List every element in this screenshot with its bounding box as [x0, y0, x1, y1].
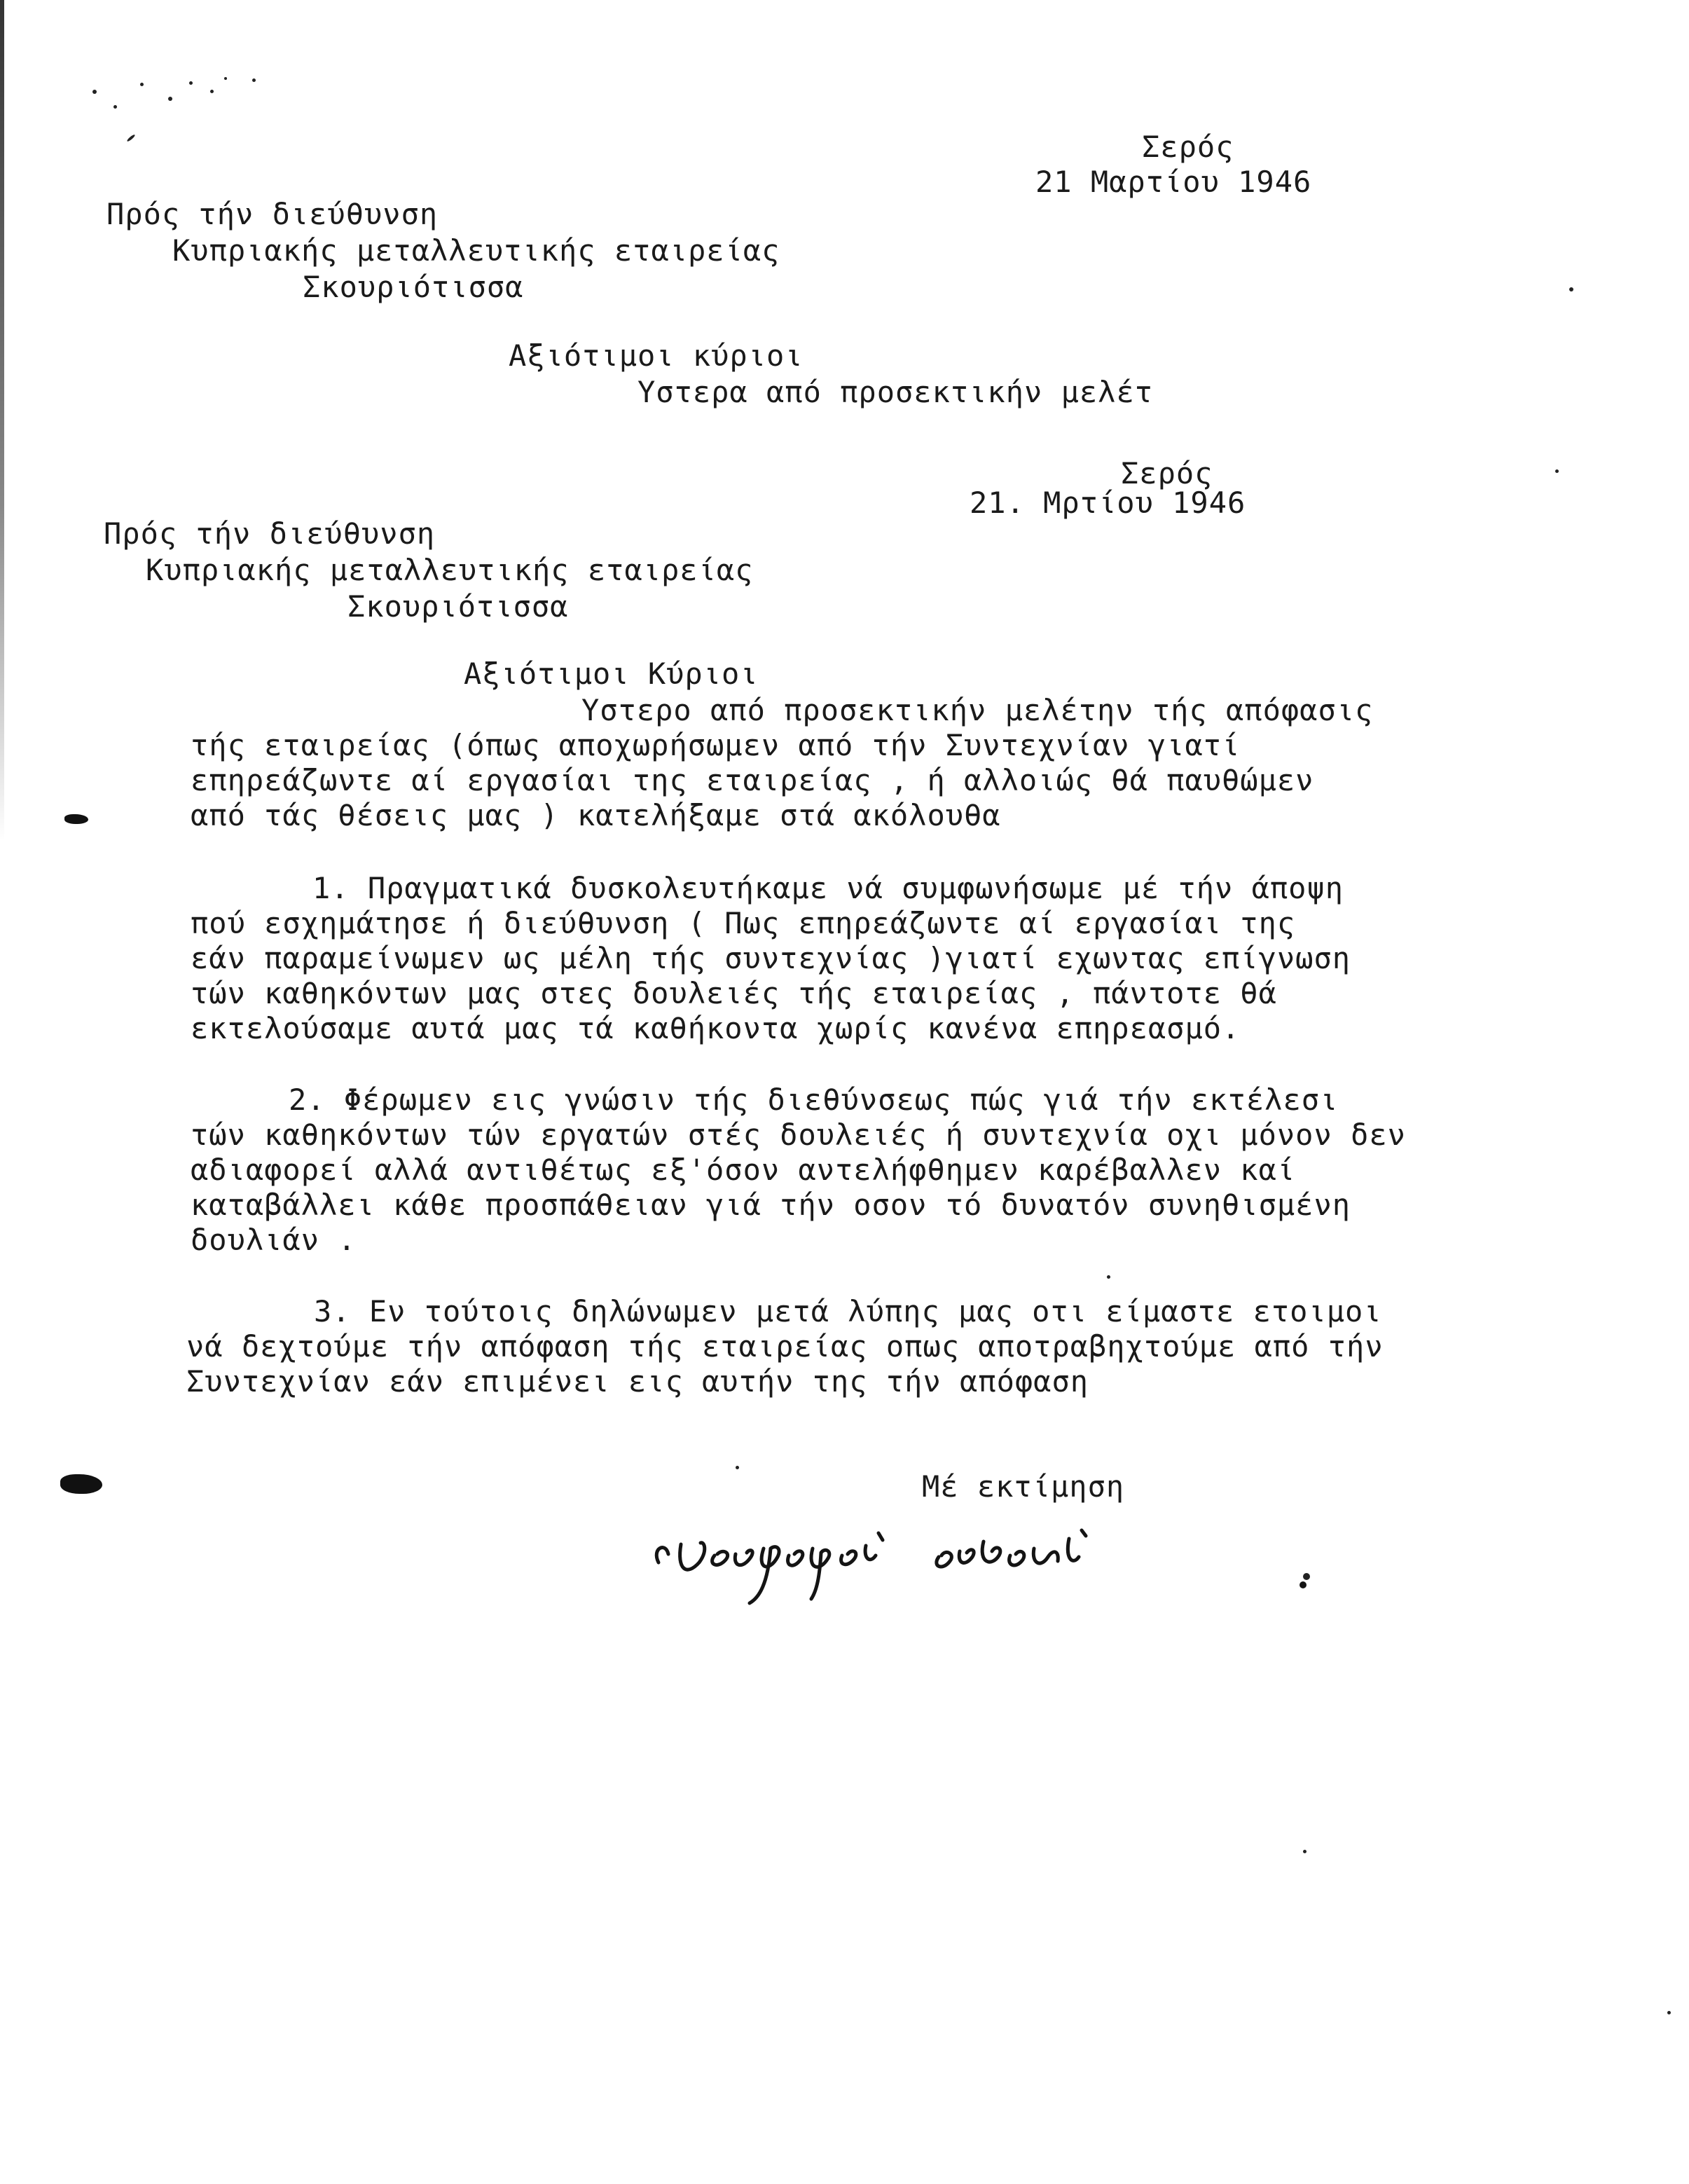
point1-line: πού εσχημάτησε ή διεύθυνση ( Πως επηρεάζωντε αί εργασίαι της: [191, 906, 1296, 940]
scan-edge-shadow: [0, 0, 4, 841]
scan-speck: [189, 81, 193, 85]
point1-line: εκτελούσαμε αυτά μας τά καθήκοντα χωρίς κανένα επηρεασμό.: [191, 1011, 1241, 1045]
draft-salutation: Αξιότιμοι κύριοι: [509, 338, 804, 373]
intro-line: Υστερο από προσεκτικήν μελέτην τής απόφασις: [581, 693, 1374, 727]
letter-closing: Μέ εκτίμηση: [922, 1469, 1125, 1504]
scan-speck: [1107, 1275, 1110, 1279]
intro-line: επηρεάζωντε αί εργασίαι της εταιρείας , ή αλλοιώς θά παυθώμεν: [191, 763, 1314, 797]
scan-speck: [140, 83, 144, 86]
letter-salutation: Αξιότιμοι Κύριοι: [464, 657, 759, 691]
scan-speck: [126, 134, 135, 142]
intro-line: από τάς θέσεις μας ) κατελήξαμε στά ακόλουθα: [191, 798, 1001, 832]
punch-mark: [64, 814, 88, 824]
point2-line: καταβάλλει κάθε προσπάθειαν γιά τήν οσον τό δυνατόν συνηθισμένη: [191, 1188, 1351, 1222]
scan-speck: [252, 78, 256, 82]
scan-speck: [113, 105, 117, 109]
draft-date: 21 Μαρτίου 1946: [1035, 165, 1312, 199]
point3-line: Συντεχνίαν εάν επιμένει εις αυτήν της τήν απόφαση: [186, 1364, 1089, 1399]
scan-speck: [210, 90, 214, 93]
point2-line: τών καθηκόντων τών εργατών στές δουλειές ή συντεχνία οχι μόνον δεν: [191, 1118, 1406, 1152]
point1-line: εάν παραμείνωμεν ως μέλη τής συντεχνίας )γιατί εχωντας επίγνωση: [191, 941, 1351, 975]
scan-speck: [1303, 1850, 1307, 1853]
point2-line: δουλιάν .: [191, 1223, 357, 1257]
draft-opening: Υστερα από προσεκτικήν μελέτ: [637, 375, 1154, 409]
intro-line: τής εταιρείας (όπως αποχωρήσωμεν από τήν Συντεχνίαν γιατί: [191, 728, 1241, 762]
scan-speck: [1555, 469, 1559, 473]
punch-mark: [60, 1474, 102, 1494]
point3-line: 3. Εν τούτοις δηλώνωμεν μετά λύπης μας οτι είμαστε ετοιμοι: [314, 1294, 1382, 1328]
draft-addressee-line2: Κυπριακής μεταλλευτικής εταιρείας: [172, 233, 780, 268]
scan-speck: [736, 1466, 739, 1469]
scan-speck: [1667, 2011, 1671, 2014]
point1-line: 1. Πραγματικά δυσκολευτήκαμε νά συμφωνήσωμε μέ τήν άποψη: [312, 871, 1344, 905]
handwritten-signature: [644, 1520, 1317, 1612]
letter-place: Σερός: [1121, 456, 1213, 490]
point3-line: νά δεχτούμε τήν απόφαση τής εταιρείας οπως αποτραβηχτούμε από τήν: [186, 1329, 1384, 1364]
point2-line: αδιαφορεί αλλά αντιθέτως εξ'όσον αντελήφθημεν καρέβαλλεν καί: [191, 1153, 1296, 1187]
scan-speck: [224, 77, 227, 80]
draft-place: Σερός: [1142, 130, 1234, 164]
scan-speck: [168, 97, 172, 101]
draft-addressee-line3: Σκουριότισσα: [303, 270, 524, 304]
letter-addressee-line2: Κυπριακής μεταλλευτικής εταιρείας: [146, 553, 754, 587]
letter-date: 21. Μρτίου 1946: [970, 486, 1246, 520]
scan-speck: [92, 90, 97, 94]
scan-speck: [1569, 287, 1573, 291]
letter-addressee-line3: Σκουριότισσα: [347, 589, 569, 624]
point2-line: 2. Φέρωμεν εις γνώσιν τής διεθύνσεως πώς γιά τήν εκτέλεσι: [289, 1083, 1339, 1117]
letter-addressee-line1: Πρός τήν διεύθυνση: [104, 516, 436, 551]
draft-addressee-line1: Πρός τήν διεύθυνση: [106, 197, 439, 231]
point1-line: τών καθηκόντων μας στες δουλειές τής εταιρείας , πάντοτε θά: [191, 976, 1277, 1010]
